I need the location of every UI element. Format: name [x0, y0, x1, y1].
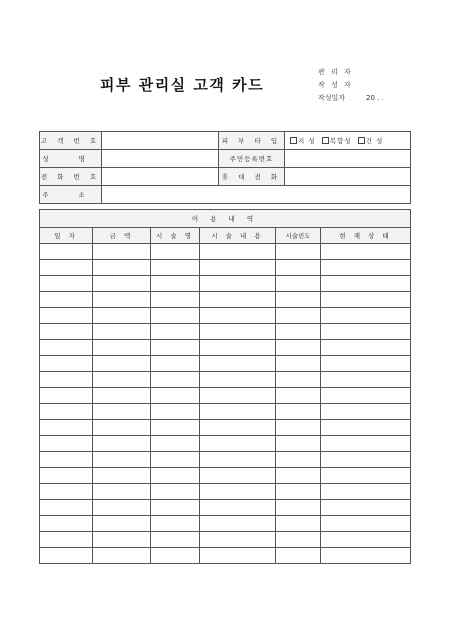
- date-cell[interactable]: [40, 468, 93, 484]
- treatment-content-cell[interactable]: [200, 308, 276, 324]
- usage-row: [40, 532, 411, 548]
- status-cell[interactable]: [321, 420, 411, 436]
- date-cell[interactable]: [40, 260, 93, 276]
- treatment-name-cell[interactable]: [151, 276, 200, 292]
- date-cell[interactable]: [40, 308, 93, 324]
- amount-cell[interactable]: [93, 452, 151, 468]
- header-amount: 금 액: [93, 228, 151, 244]
- usage-section-row: [40, 210, 411, 228]
- frequency-cell[interactable]: [276, 372, 321, 388]
- status-cell[interactable]: [321, 356, 411, 372]
- status-cell[interactable]: [321, 260, 411, 276]
- treatment-content-cell[interactable]: [200, 500, 276, 516]
- usage-row: [40, 420, 411, 436]
- amount-cell[interactable]: [93, 292, 151, 308]
- usage-row: [40, 388, 411, 404]
- date-value: 20 . .: [366, 94, 384, 102]
- frequency-cell[interactable]: [276, 548, 321, 564]
- date-cell[interactable]: [40, 244, 93, 260]
- address-label: 주 소: [40, 186, 102, 204]
- manager-label: 관 리 자: [318, 68, 353, 76]
- amount-cell[interactable]: [93, 548, 151, 564]
- amount-cell[interactable]: [93, 356, 151, 372]
- treatment-content-cell[interactable]: [200, 372, 276, 388]
- document-title: 피부 관리실 고객 카드: [100, 76, 265, 94]
- date-cell[interactable]: [40, 276, 93, 292]
- address-field[interactable]: [102, 186, 411, 204]
- status-cell[interactable]: [321, 500, 411, 516]
- usage-row: [40, 548, 411, 564]
- treatment-name-cell[interactable]: [151, 404, 200, 420]
- treatment-content-cell[interactable]: [200, 468, 276, 484]
- date-cell[interactable]: [40, 372, 93, 388]
- amount-cell[interactable]: [93, 260, 151, 276]
- status-cell[interactable]: [321, 468, 411, 484]
- name-label: 성 명: [40, 150, 102, 168]
- status-cell[interactable]: [321, 340, 411, 356]
- frequency-cell[interactable]: [276, 468, 321, 484]
- frequency-cell[interactable]: [276, 500, 321, 516]
- frequency-cell[interactable]: [276, 276, 321, 292]
- frequency-cell[interactable]: [276, 308, 321, 324]
- treatment-name-cell[interactable]: [151, 420, 200, 436]
- treatment-content-cell[interactable]: [200, 356, 276, 372]
- header-frequency: 시술빈도: [276, 228, 321, 244]
- status-cell[interactable]: [321, 484, 411, 500]
- treatment-content-cell[interactable]: [200, 436, 276, 452]
- status-cell[interactable]: [321, 452, 411, 468]
- date-cell[interactable]: [40, 292, 93, 308]
- status-cell[interactable]: [321, 404, 411, 420]
- amount-cell[interactable]: [93, 276, 151, 292]
- treatment-content-cell[interactable]: [200, 516, 276, 532]
- treatment-name-cell[interactable]: [151, 340, 200, 356]
- usage-row: [40, 292, 411, 308]
- treatment-content-cell[interactable]: [200, 324, 276, 340]
- treatment-name-cell[interactable]: [151, 356, 200, 372]
- usage-row: [40, 244, 411, 260]
- usage-row: [40, 340, 411, 356]
- frequency-cell[interactable]: [276, 388, 321, 404]
- frequency-cell[interactable]: [276, 436, 321, 452]
- frequency-cell[interactable]: [276, 404, 321, 420]
- header-current-status: 현 재 상 태: [321, 228, 411, 244]
- usage-history-table: [39, 209, 411, 564]
- approval-meta: [318, 66, 384, 105]
- date-cell[interactable]: [40, 532, 93, 548]
- treatment-name-cell[interactable]: [151, 452, 200, 468]
- skin-dry-checkbox[interactable]: [358, 137, 365, 144]
- treatment-content-cell[interactable]: [200, 452, 276, 468]
- resident-no-label: 주민등록번호: [219, 150, 285, 168]
- date-cell[interactable]: [40, 484, 93, 500]
- usage-row: [40, 500, 411, 516]
- amount-cell[interactable]: [93, 340, 151, 356]
- frequency-cell[interactable]: [276, 324, 321, 340]
- treatment-name-cell[interactable]: [151, 516, 200, 532]
- treatment-name-cell[interactable]: [151, 260, 200, 276]
- treatment-content-cell[interactable]: [200, 532, 276, 548]
- amount-cell[interactable]: [93, 404, 151, 420]
- amount-cell[interactable]: [93, 308, 151, 324]
- treatment-content-cell[interactable]: [200, 260, 276, 276]
- treatment-name-cell[interactable]: [151, 436, 200, 452]
- frequency-cell[interactable]: [276, 420, 321, 436]
- amount-cell[interactable]: [93, 420, 151, 436]
- status-cell[interactable]: [321, 436, 411, 452]
- frequency-cell[interactable]: [276, 484, 321, 500]
- date-cell[interactable]: [40, 436, 93, 452]
- header-treatment-name: 시 술 명: [151, 228, 200, 244]
- skin-dry-label: 건 성: [365, 137, 384, 145]
- status-cell[interactable]: [321, 516, 411, 532]
- treatment-name-cell[interactable]: [151, 500, 200, 516]
- date-cell[interactable]: [40, 452, 93, 468]
- status-cell[interactable]: [321, 292, 411, 308]
- amount-cell[interactable]: [93, 532, 151, 548]
- skin-oily-label: 지 성: [298, 137, 316, 145]
- skin-type-options: [285, 132, 411, 150]
- amount-cell[interactable]: [93, 388, 151, 404]
- header-treatment-content: 시 술 내 용: [200, 228, 276, 244]
- usage-row: [40, 404, 411, 420]
- date-cell[interactable]: [40, 324, 93, 340]
- amount-cell[interactable]: [93, 500, 151, 516]
- header-date: 일 자: [40, 228, 93, 244]
- frequency-cell[interactable]: [276, 532, 321, 548]
- usage-row: [40, 484, 411, 500]
- treatment-content-cell[interactable]: [200, 276, 276, 292]
- frequency-cell[interactable]: [276, 292, 321, 308]
- skin-type-label: 피 부 타 입: [219, 132, 285, 150]
- treatment-name-cell[interactable]: [151, 388, 200, 404]
- status-cell[interactable]: [321, 324, 411, 340]
- skin-combination-label: 복합성: [329, 137, 352, 145]
- date-cell[interactable]: [40, 420, 93, 436]
- treatment-name-cell[interactable]: [151, 468, 200, 484]
- phone-field[interactable]: [102, 168, 219, 186]
- treatment-content-cell[interactable]: [200, 404, 276, 420]
- usage-row: [40, 324, 411, 340]
- treatment-name-cell[interactable]: [151, 532, 200, 548]
- status-cell[interactable]: [321, 532, 411, 548]
- amount-cell[interactable]: [93, 244, 151, 260]
- status-cell[interactable]: [321, 308, 411, 324]
- skin-combination-checkbox[interactable]: [322, 137, 329, 144]
- mobile-field[interactable]: [285, 168, 411, 186]
- usage-row: [40, 468, 411, 484]
- mobile-label: 휴 대 전 화: [219, 168, 285, 186]
- date-cell[interactable]: [40, 404, 93, 420]
- status-cell[interactable]: [321, 244, 411, 260]
- info-row-name: [40, 150, 411, 168]
- date-cell[interactable]: [40, 500, 93, 516]
- info-row-phone: [40, 168, 411, 186]
- date-cell[interactable]: [40, 548, 93, 564]
- treatment-name-cell[interactable]: [151, 308, 200, 324]
- status-cell[interactable]: [321, 276, 411, 292]
- phone-label: 전 화 번 호: [40, 168, 102, 186]
- usage-row: [40, 308, 411, 324]
- info-row-address: [40, 186, 411, 204]
- info-row-customer: [40, 132, 411, 150]
- treatment-content-cell[interactable]: [200, 484, 276, 500]
- treatment-name-cell[interactable]: [151, 324, 200, 340]
- usage-section-title: 이 용 내 역: [40, 210, 411, 228]
- usage-row: [40, 276, 411, 292]
- usage-header-row: [40, 228, 411, 244]
- amount-cell[interactable]: [93, 468, 151, 484]
- usage-row: [40, 436, 411, 452]
- date-cell[interactable]: [40, 516, 93, 532]
- amount-cell[interactable]: [93, 516, 151, 532]
- usage-row: [40, 516, 411, 532]
- amount-cell[interactable]: [93, 484, 151, 500]
- treatment-name-cell[interactable]: [151, 548, 200, 564]
- frequency-cell[interactable]: [276, 260, 321, 276]
- treatment-name-cell[interactable]: [151, 484, 200, 500]
- frequency-cell[interactable]: [276, 516, 321, 532]
- status-cell[interactable]: [321, 548, 411, 564]
- treatment-content-cell[interactable]: [200, 420, 276, 436]
- treatment-content-cell[interactable]: [200, 340, 276, 356]
- treatment-content-cell[interactable]: [200, 548, 276, 564]
- treatment-content-cell[interactable]: [200, 244, 276, 260]
- treatment-content-cell[interactable]: [200, 292, 276, 308]
- status-cell[interactable]: [321, 388, 411, 404]
- date-cell[interactable]: [40, 388, 93, 404]
- customer-no-field[interactable]: [102, 132, 219, 150]
- usage-row: [40, 356, 411, 372]
- frequency-cell[interactable]: [276, 340, 321, 356]
- customer-no-label: 고 객 번 호: [40, 132, 102, 150]
- resident-no-field[interactable]: [285, 150, 411, 168]
- frequency-cell[interactable]: [276, 452, 321, 468]
- author-label: 작 성 자: [318, 81, 353, 89]
- frequency-cell[interactable]: [276, 244, 321, 260]
- skin-oily-checkbox[interactable]: [290, 137, 297, 144]
- usage-row: [40, 260, 411, 276]
- date-cell[interactable]: [40, 356, 93, 372]
- customer-info-table: [39, 131, 411, 204]
- usage-row: [40, 372, 411, 388]
- treatment-name-cell[interactable]: [151, 244, 200, 260]
- treatment-name-cell[interactable]: [151, 292, 200, 308]
- amount-cell[interactable]: [93, 324, 151, 340]
- treatment-name-cell[interactable]: [151, 372, 200, 388]
- name-field[interactable]: [102, 150, 219, 168]
- amount-cell[interactable]: [93, 372, 151, 388]
- status-cell[interactable]: [321, 372, 411, 388]
- amount-cell[interactable]: [93, 436, 151, 452]
- date-cell[interactable]: [40, 340, 93, 356]
- frequency-cell[interactable]: [276, 356, 321, 372]
- usage-row: [40, 452, 411, 468]
- treatment-content-cell[interactable]: [200, 388, 276, 404]
- date-label: 작성일자: [318, 94, 346, 102]
